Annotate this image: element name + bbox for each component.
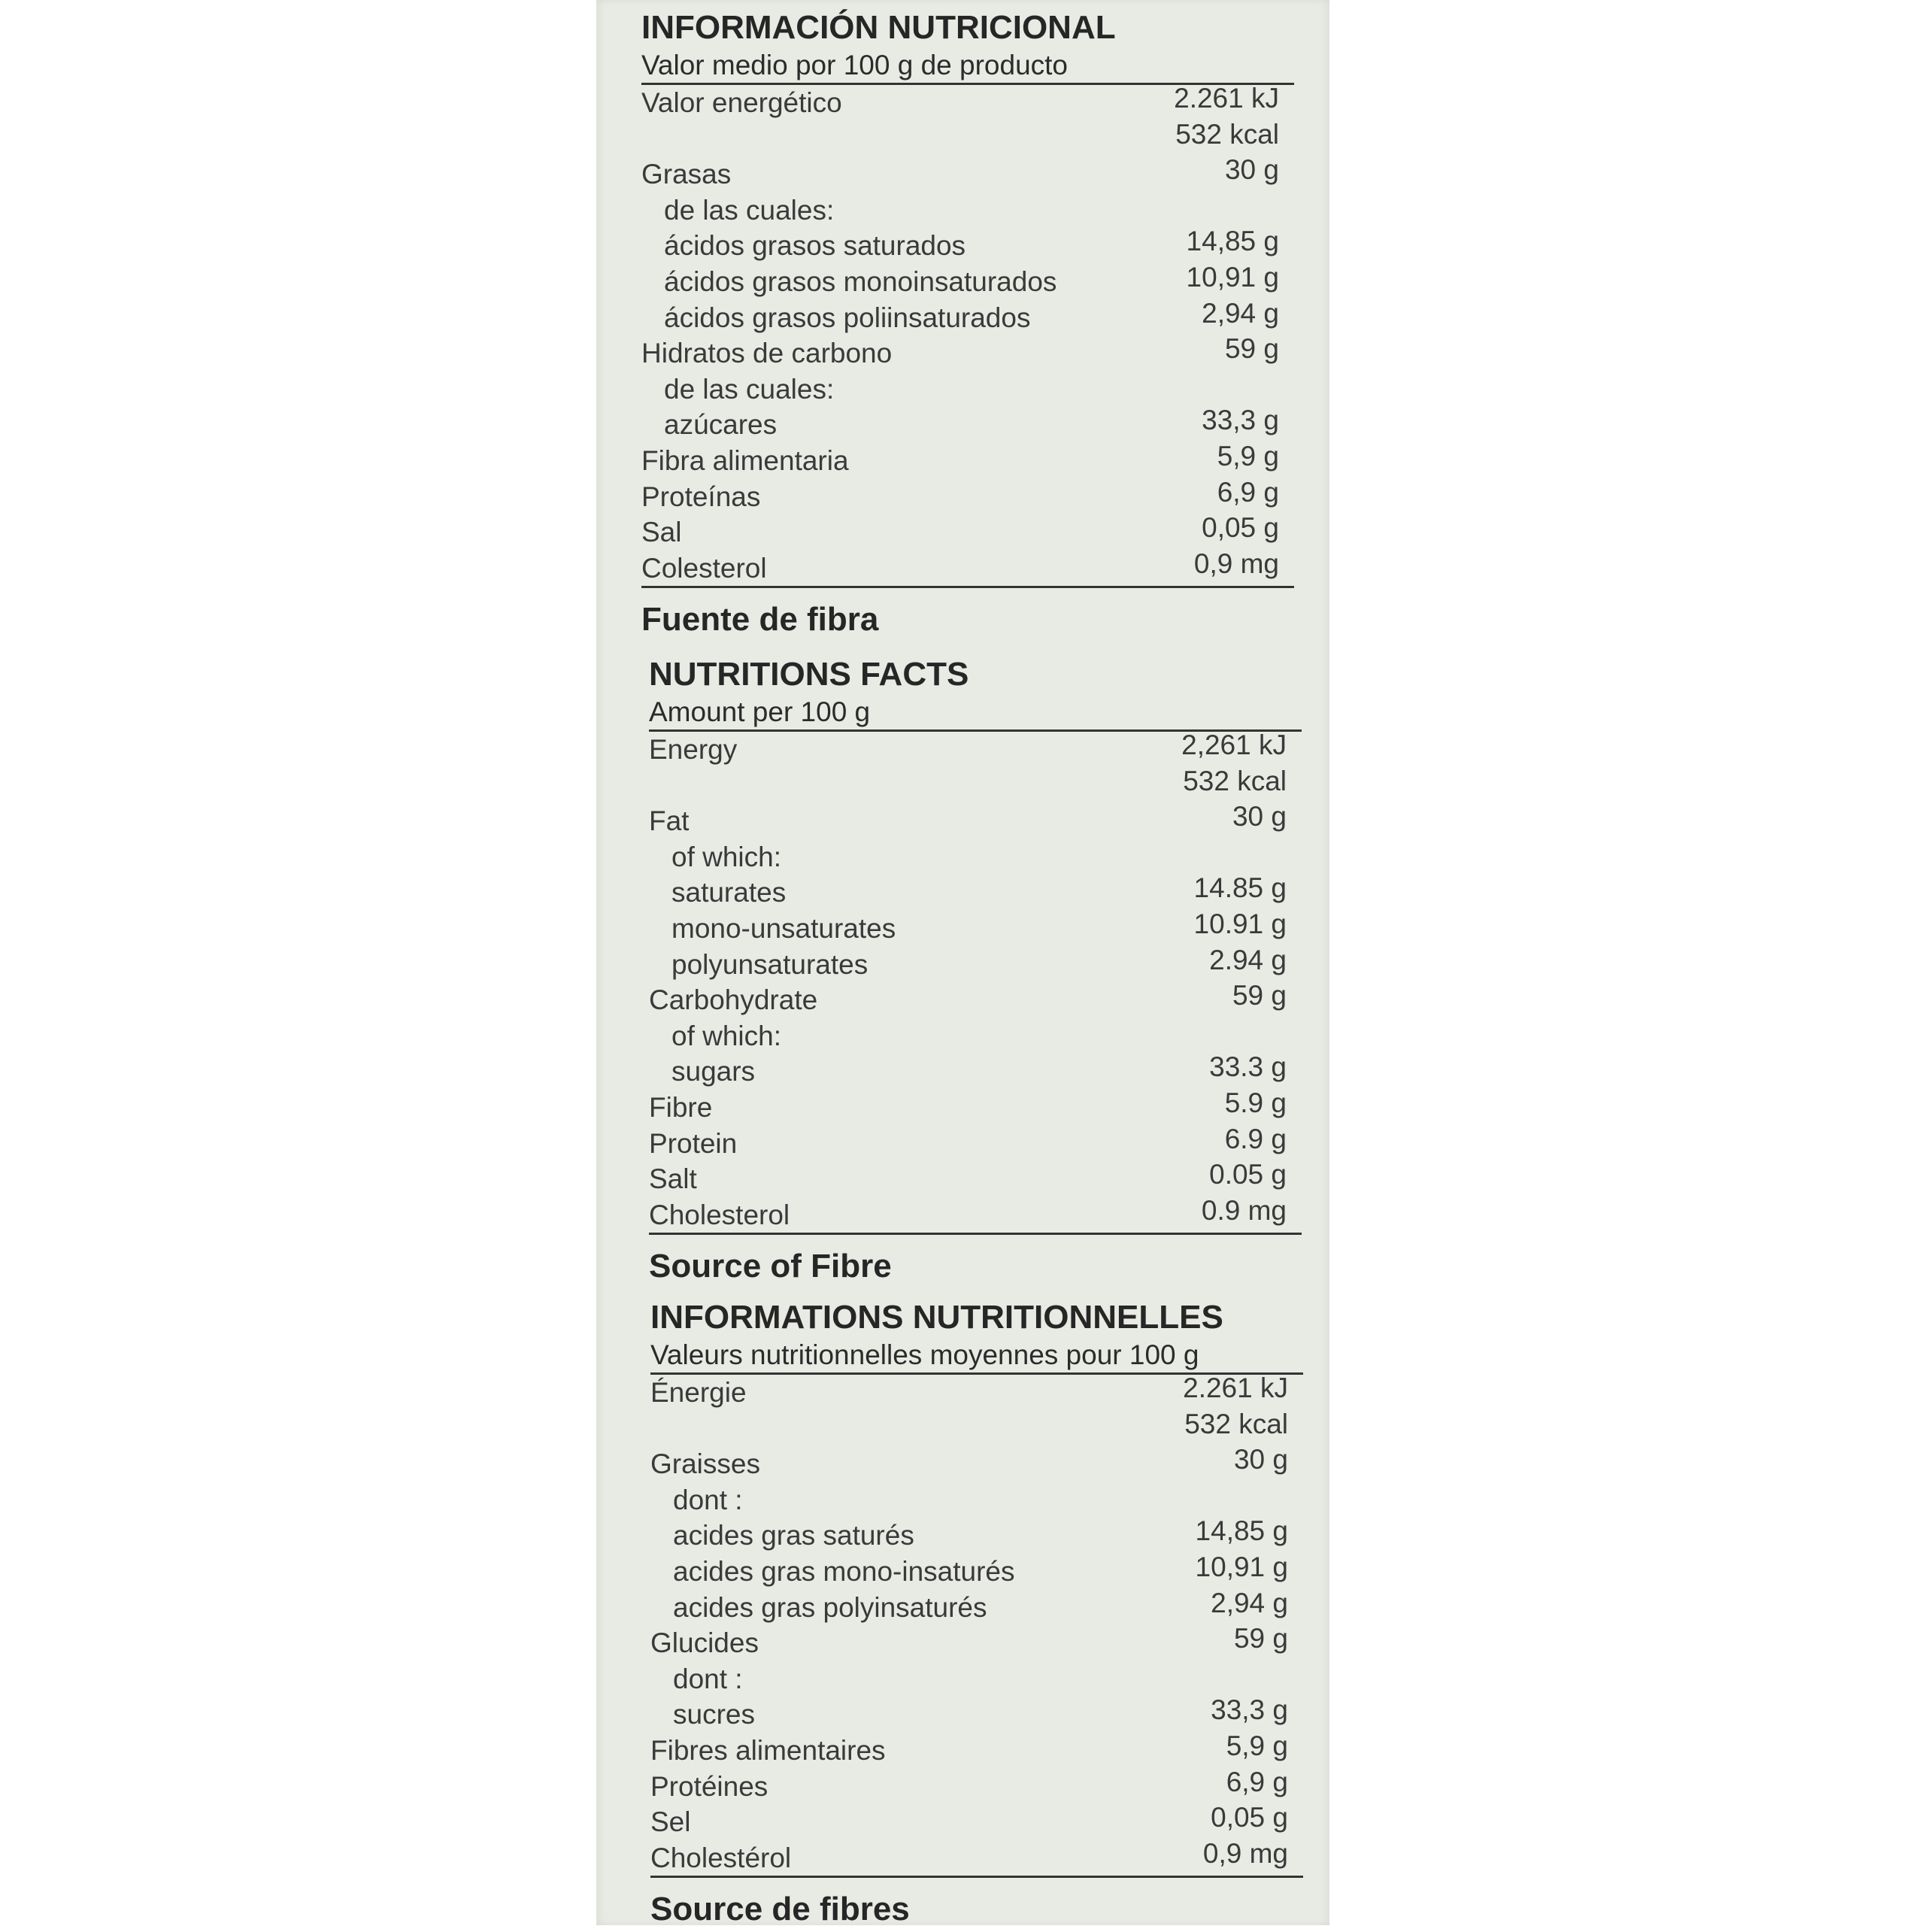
nutrient-row <box>650 1587 1303 1626</box>
nutrient-row <box>649 1194 1302 1233</box>
nutrient-row <box>650 1408 1303 1447</box>
nutrient-label: ácidos grasos monoinsaturados <box>664 265 1057 297</box>
nutrition-panel-spanish <box>641 8 1294 642</box>
nutrient-label: of which: <box>671 1020 782 1051</box>
nutrient-row <box>650 1661 1303 1697</box>
nutrient-value: 532 kcal <box>1184 1408 1288 1439</box>
panel-title: INFORMATIONS NUTRITIONNELLES <box>650 1299 1223 1336</box>
nutrient-row <box>650 1730 1303 1769</box>
nutrient-value: 0.05 g <box>1209 1159 1287 1190</box>
nutrient-row <box>650 1372 1303 1411</box>
nutrient-label: Glucides <box>650 1627 759 1659</box>
nutrient-value: 33,3 g <box>1211 1694 1288 1726</box>
nutrient-value: 0,9 mg <box>1202 1837 1288 1869</box>
nutrient-row <box>641 297 1294 336</box>
nutrient-label: Graisses <box>650 1448 760 1480</box>
panel-subtitle: Amount per 100 g <box>649 696 871 727</box>
nutrient-value: 5,9 g <box>1226 1730 1288 1761</box>
nutrient-label: sucres <box>673 1699 755 1730</box>
nutrient-row <box>650 1446 1303 1482</box>
nutrient-value: 10,91 g <box>1195 1551 1288 1582</box>
nutrient-label: acides gras mono-insaturés <box>673 1555 1015 1587</box>
nutrient-row <box>641 440 1294 479</box>
nutrient-label: Sel <box>650 1806 691 1838</box>
nutrient-value: 2,94 g <box>1202 297 1279 329</box>
nutrient-value: 6,9 g <box>1226 1766 1288 1797</box>
nutrient-label: Energy <box>649 734 738 765</box>
nutrient-label: Fibra alimentaria <box>641 444 849 476</box>
nutrient-value: 30 g <box>1232 801 1287 833</box>
nutrient-value: 2,261 kJ <box>1181 729 1287 760</box>
nutrient-row <box>641 407 1294 443</box>
nutrient-value: 33,3 g <box>1202 405 1279 436</box>
nutrient-rows <box>641 85 1294 586</box>
nutrient-row <box>649 1018 1302 1054</box>
nutrient-rows <box>650 1372 1303 1876</box>
nutrient-label: acides gras saturés <box>673 1520 914 1551</box>
nutrient-label: Protein <box>649 1127 738 1159</box>
panel-title: NUTRITIONS FACTS <box>649 656 969 693</box>
nutrient-label: Énergie <box>650 1377 747 1408</box>
panel-subtitle: Valeurs nutritionnelles moyennes pour 100 g <box>650 1339 1199 1370</box>
nutrient-row <box>650 1804 1303 1840</box>
nutrient-label: Proteínas <box>641 481 761 512</box>
nutrient-value: 2.261 kJ <box>1183 1372 1288 1403</box>
nutrient-value: 14.85 g <box>1193 872 1287 904</box>
nutrient-value: 14,85 g <box>1195 1515 1288 1547</box>
nutrient-value: 10,91 g <box>1186 261 1279 293</box>
nutrient-value: 532 kcal <box>1175 118 1279 150</box>
nutrient-label: de las cuales: <box>664 194 835 226</box>
nutrient-value: 30 g <box>1224 154 1279 186</box>
nutrition-panel-french <box>650 1297 1303 1932</box>
nutrition-claim: Fuente de fibra <box>641 601 879 638</box>
nutrient-label: Protéines <box>650 1770 768 1802</box>
panel-subtitle: Valor medio por 100 g de producto <box>641 50 1069 80</box>
nutrient-row <box>641 476 1294 515</box>
nutrient-label: ácidos grasos saturados <box>664 230 966 262</box>
nutrient-label: Fat <box>649 805 690 837</box>
nutrient-label: Colesterol <box>641 552 767 584</box>
nutrient-value: 532 kcal <box>1183 765 1287 796</box>
nutrient-rows <box>649 729 1302 1233</box>
nutrient-row <box>649 765 1302 804</box>
nutrient-row <box>649 982 1302 1018</box>
nutrient-label: Hidratos de carbono <box>641 338 893 369</box>
nutrient-row <box>641 335 1294 372</box>
nutrient-label: saturates <box>671 877 787 908</box>
nutrient-value: 5.9 g <box>1224 1087 1287 1118</box>
nutrient-value: 0,9 mg <box>1193 547 1279 579</box>
nutrient-value: 14,85 g <box>1186 226 1279 257</box>
nutrient-row <box>650 1515 1303 1554</box>
nutrient-label: of which: <box>671 841 782 872</box>
nutrient-value: 2,94 g <box>1211 1587 1288 1618</box>
nutrient-value: 30 g <box>1233 1444 1288 1476</box>
nutrition-claim: Source of Fibre <box>649 1248 892 1285</box>
nutrition-claim: Source de fibres <box>650 1891 910 1928</box>
nutrient-label: Salt <box>649 1163 697 1195</box>
nutrient-row <box>649 944 1302 983</box>
nutrient-label: dont : <box>673 1663 743 1694</box>
nutrient-value: 59 g <box>1233 1623 1288 1654</box>
nutrient-row <box>650 1551 1303 1590</box>
nutrient-label: Fibres alimentaires <box>650 1734 886 1766</box>
nutrient-label: sugars <box>671 1056 756 1087</box>
nutrient-value: 6.9 g <box>1224 1123 1287 1154</box>
nutrient-row <box>650 1625 1303 1661</box>
nutrient-row <box>649 1087 1302 1126</box>
nutrient-label: ácidos grasos poliinsaturados <box>664 302 1031 333</box>
nutrient-label: Sal <box>641 517 682 548</box>
divider-bottom <box>650 1876 1303 1878</box>
nutrient-label: Grasas <box>641 159 732 190</box>
nutrient-row <box>641 85 1294 121</box>
nutrient-row <box>641 118 1294 157</box>
nutrient-value: 10.91 g <box>1193 908 1287 939</box>
nutrient-row <box>641 261 1294 300</box>
nutrient-row <box>649 908 1302 947</box>
nutrient-row <box>641 228 1294 264</box>
nutrient-value: 2.261 kJ <box>1174 83 1279 114</box>
panel-title: INFORMACIÓN NUTRICIONAL <box>641 9 1116 46</box>
divider-bottom <box>649 1233 1302 1235</box>
nutrient-label: Cholesterol <box>649 1199 790 1230</box>
nutrient-row <box>650 1837 1303 1876</box>
nutrient-row <box>649 1051 1302 1090</box>
nutrient-row <box>649 1123 1302 1162</box>
nutrient-row <box>649 1161 1302 1197</box>
nutrient-label: acides gras polyinsaturés <box>673 1591 987 1623</box>
nutrient-value: 0,05 g <box>1211 1802 1288 1833</box>
nutrient-row <box>641 193 1294 229</box>
nutrient-row <box>650 1482 1303 1518</box>
nutrient-value: 0,05 g <box>1202 512 1279 544</box>
nutrition-panel-english <box>649 654 1302 1289</box>
nutrient-row <box>649 729 1302 768</box>
nutrient-row <box>649 872 1302 911</box>
divider-bottom <box>641 586 1294 588</box>
nutrient-label: azúcares <box>664 409 778 441</box>
nutrient-label: Carbohydrate <box>649 984 818 1016</box>
nutrient-row <box>641 547 1294 587</box>
nutrient-row <box>641 372 1294 408</box>
nutrient-value: 59 g <box>1224 333 1279 365</box>
nutrient-label: Valor energético <box>641 87 842 118</box>
nutrient-value: 33.3 g <box>1209 1051 1287 1083</box>
nutrient-row <box>641 514 1294 550</box>
nutrient-row <box>649 803 1302 839</box>
nutrient-value: 2.94 g <box>1209 944 1287 975</box>
nutrient-label: Fibre <box>649 1091 713 1123</box>
nutrient-row <box>650 1694 1303 1733</box>
nutrient-value: 59 g <box>1232 980 1287 1011</box>
nutrient-label: Cholestérol <box>650 1842 792 1873</box>
nutrient-row <box>641 156 1294 193</box>
nutrition-label <box>596 0 1329 1928</box>
nutrient-label: polyunsaturates <box>671 948 869 980</box>
nutrient-value: 6,9 g <box>1217 476 1279 508</box>
nutrient-row <box>650 1766 1303 1805</box>
nutrient-label: de las cuales: <box>664 373 835 405</box>
nutrient-value: 0.9 mg <box>1201 1194 1287 1226</box>
nutrient-row <box>649 839 1302 875</box>
nutrient-label: mono-unsaturates <box>671 912 896 944</box>
nutrient-label: dont : <box>673 1484 743 1515</box>
nutrient-value: 5,9 g <box>1217 440 1279 472</box>
